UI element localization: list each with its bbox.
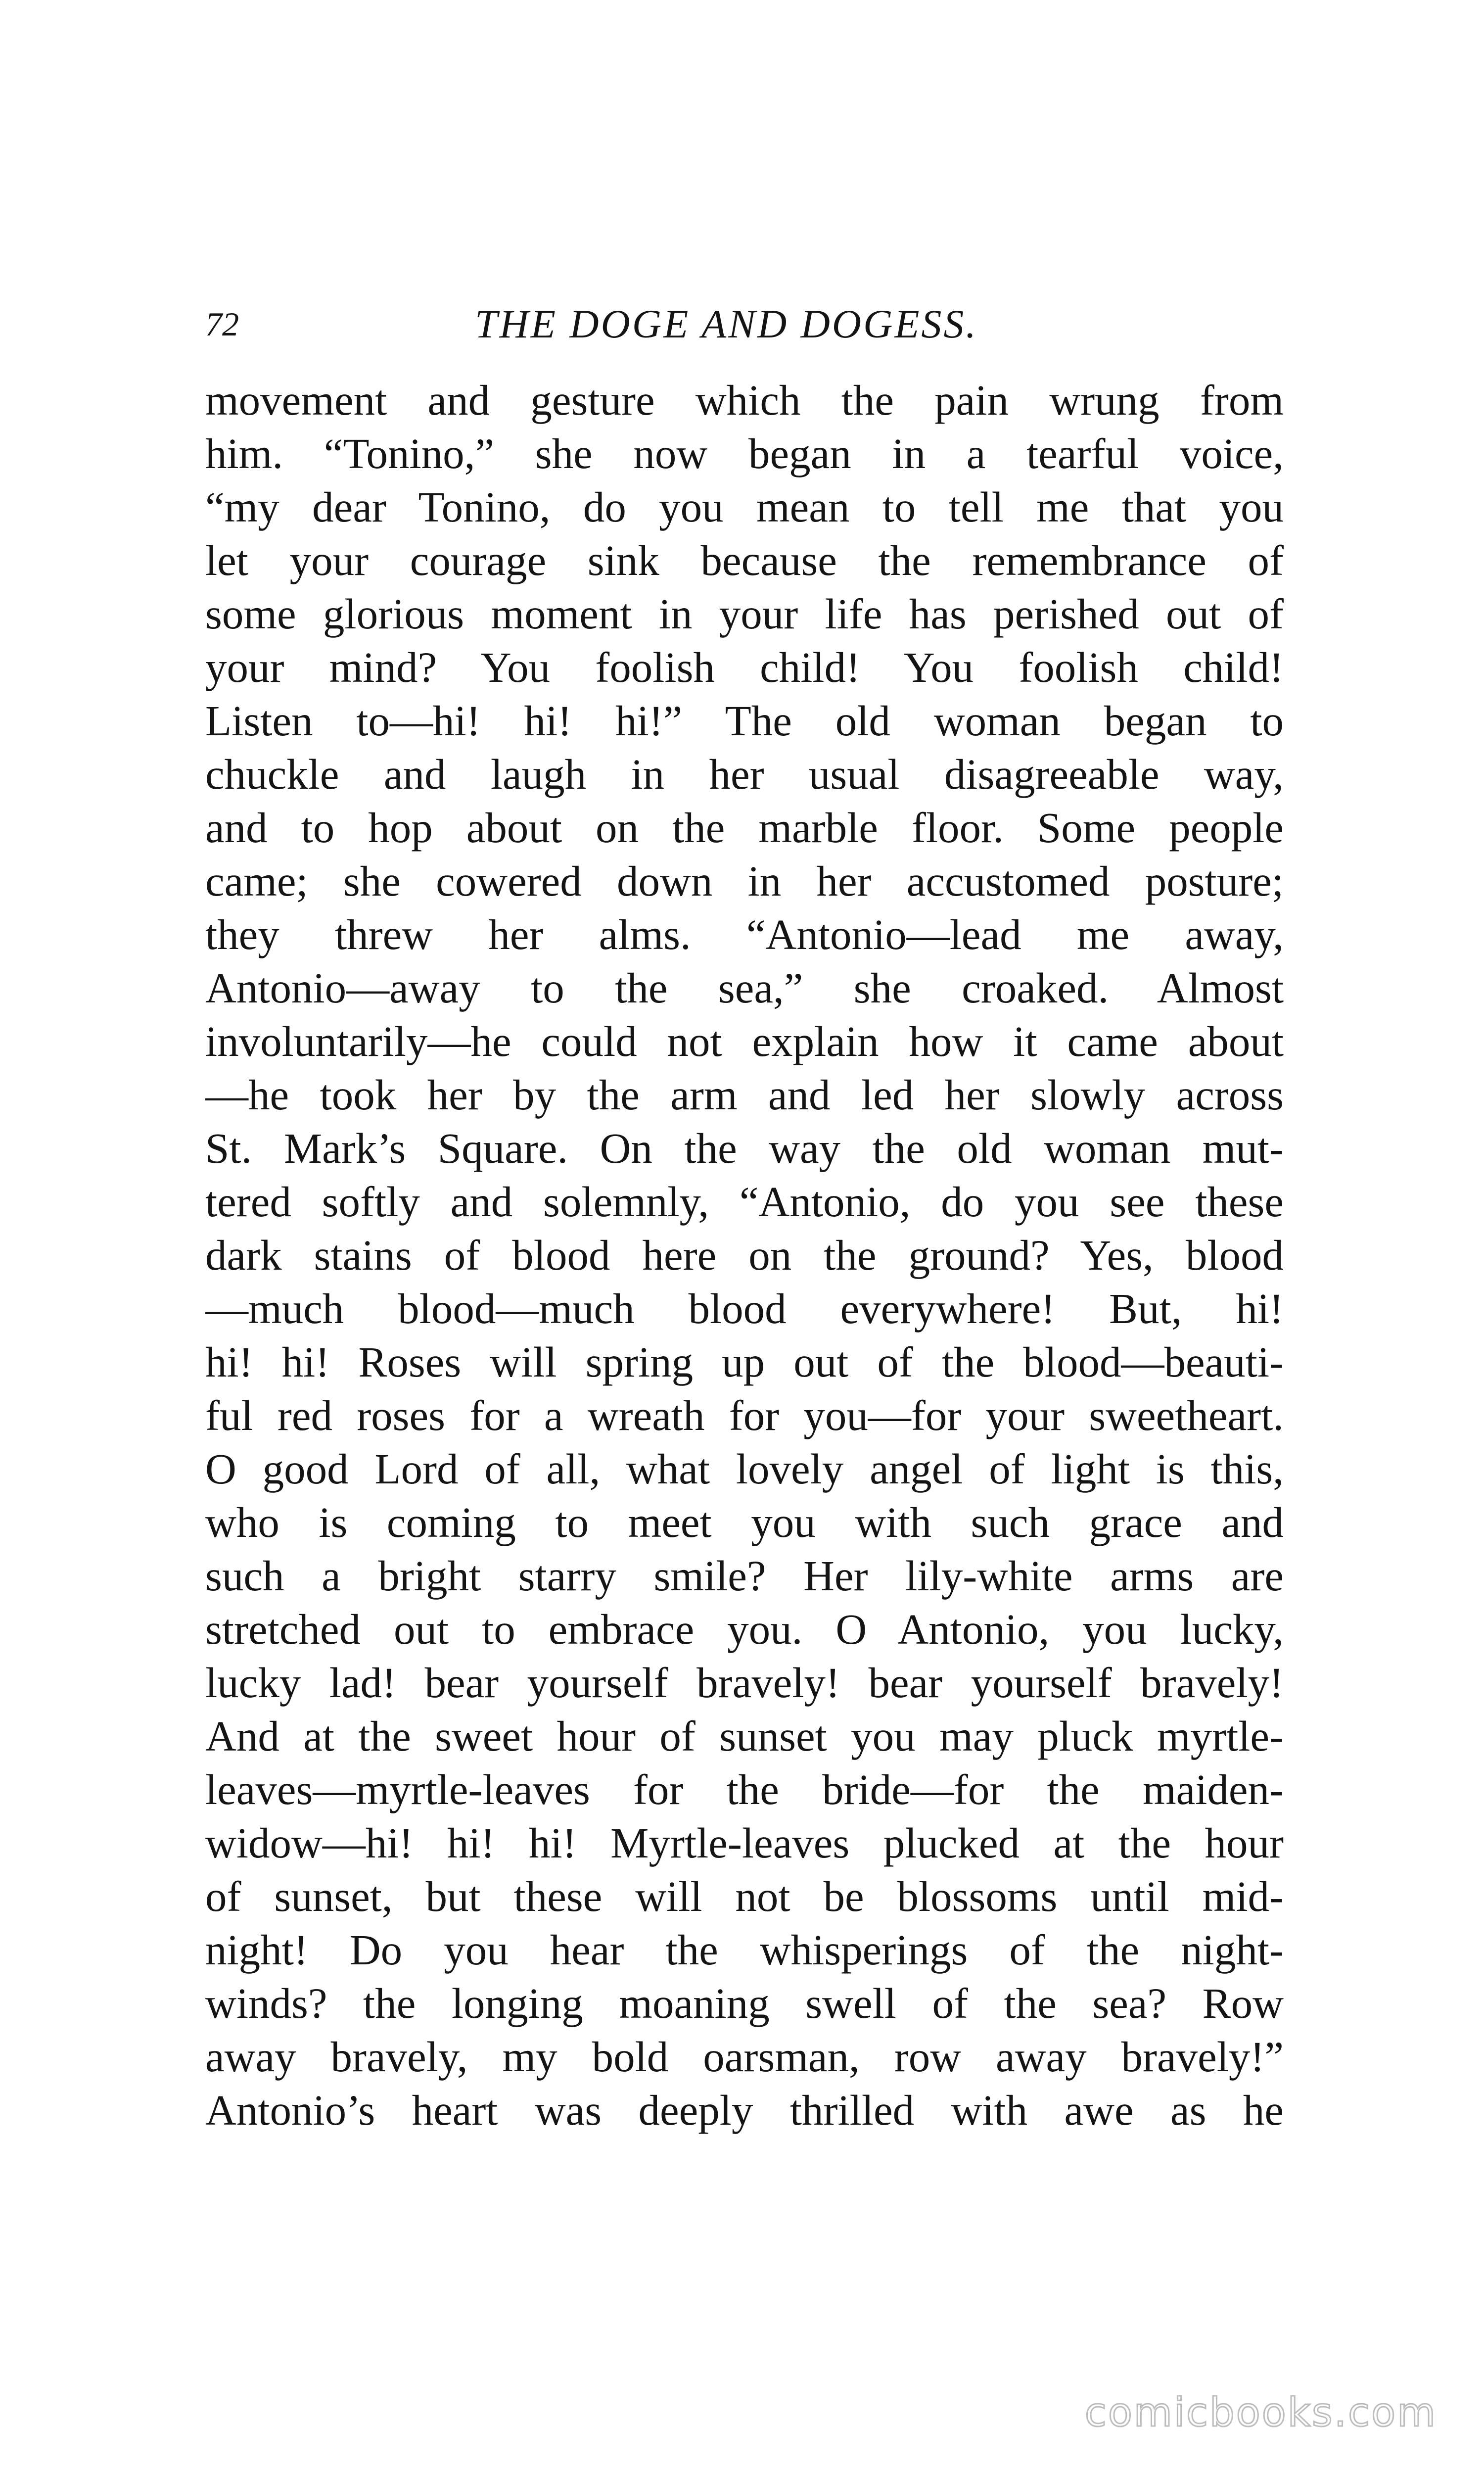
text-line: movement and gesture which the pain wrung from xyxy=(205,376,1284,424)
text-line: chuckle and laugh in her usual disagreeable way, xyxy=(205,750,1284,798)
text-line: ful red roses for a wreath for you—for your sweetheart. xyxy=(205,1391,1284,1439)
text-line: involuntarily—he could not explain how it came about xyxy=(205,1017,1284,1065)
text-line: your mind? You foolish child! You foolish child! xyxy=(205,643,1284,691)
text-line: and to hop about on the marble floor. Some people xyxy=(205,804,1284,852)
text-line: Antonio’s heart was deeply thrilled with awe as he xyxy=(205,2086,1284,2134)
text-line: such a bright starry smile? Her lily-white arms are xyxy=(205,1552,1284,1600)
text-line: away bravely, my bold oarsman, row away bravely!” xyxy=(205,2033,1284,2081)
page-number: 72 xyxy=(205,305,239,343)
text-line: of sunset, but these will not be blossoms until mid- xyxy=(205,1872,1284,1920)
text-line: night! Do you hear the whisperings of the night- xyxy=(205,1926,1284,1974)
text-line: St. Mark’s Square. On the way the old woman mut- xyxy=(205,1124,1284,1172)
text-line: dark stains of blood here on the ground? Yes, blood xyxy=(205,1231,1284,1279)
text-line: came; she cowered down in her accustomed posture; xyxy=(205,857,1284,905)
text-line: some glorious moment in your life has perished out of xyxy=(205,590,1284,638)
text-line: Antonio—away to the sea,” she croaked. Almost xyxy=(205,964,1284,1012)
watermark: comicbooks.com xyxy=(1084,2389,1437,2435)
text-line: leaves—myrtle-leaves for the bride—for the maiden- xyxy=(205,1765,1284,1813)
text-line: lucky lad! bear yourself bravely! bear yourself bravely! xyxy=(205,1659,1284,1707)
text-line: let your courage sink because the remembrance of xyxy=(205,536,1284,584)
text-line: they threw her alms. “Antonio—lead me away, xyxy=(205,910,1284,958)
text-line: winds? the longing moaning swell of the sea? Row xyxy=(205,1979,1284,2027)
text-line: widow—hi! hi! hi! Myrtle-leaves plucked at the hour xyxy=(205,1819,1284,1867)
text-line: hi! hi! Roses will spring up out of the blood—beauti- xyxy=(205,1338,1284,1386)
text-line: O good Lord of all, what lovely angel of light is this, xyxy=(205,1445,1284,1493)
running-title: THE DOGE AND DOGESS. xyxy=(475,301,978,346)
text-line: him. “Tonino,” she now began in a tearful voice, xyxy=(205,429,1284,477)
text-line: Listen to—hi! hi! hi!” The old woman began to xyxy=(205,697,1284,745)
text-line: tered softly and solemnly, “Antonio, do you see these xyxy=(205,1178,1284,1226)
text-line: —he took her by the arm and led her slowly across xyxy=(205,1071,1284,1119)
text-line: And at the sweet hour of sunset you may pluck myrtle- xyxy=(205,1712,1284,1760)
text-line: —much blood—much blood everywhere! But, hi! xyxy=(205,1285,1284,1332)
text-line: “my dear Tonino, do you mean to tell me that you xyxy=(205,483,1284,531)
running-head xyxy=(205,297,1284,351)
text-line: stretched out to embrace you. O Antonio, you lucky, xyxy=(205,1605,1284,1653)
body-text xyxy=(205,374,1284,2137)
text-line: who is coming to meet you with such grace and xyxy=(205,1498,1284,1546)
